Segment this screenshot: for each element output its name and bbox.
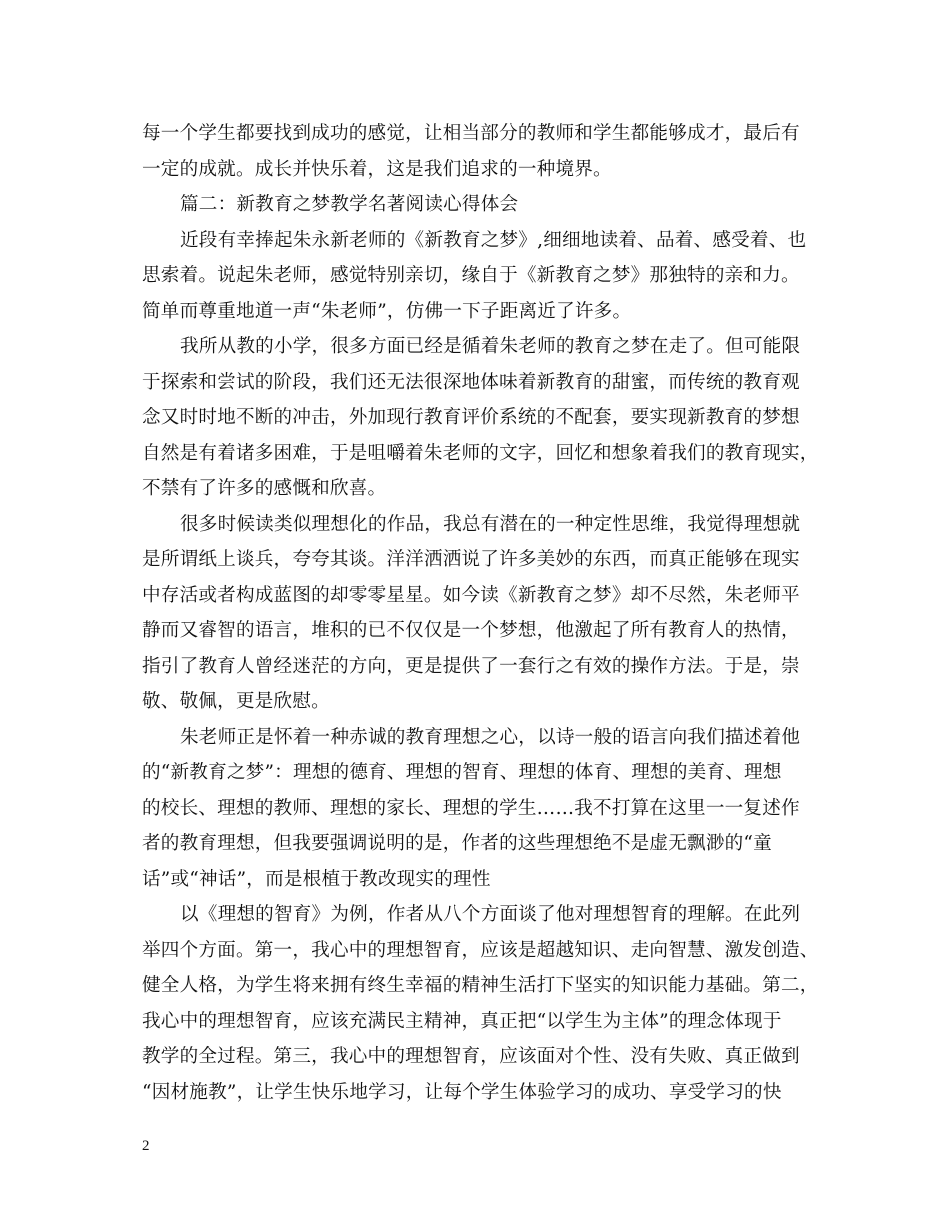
body-line: 中存活或者构成蓝图的却零零星星。如今读《新教育之梦》却不尽然，朱老师平 [142,584,800,606]
body-line: 近段有幸捧起朱永新老师的《新教育之梦》,细细地读着、品着、感受着、也 [180,229,807,251]
body-line: 健全人格，为学生将来拥有终生幸福的精神生活打下坚实的知识能力基础。第二， [142,975,819,996]
body-line: 于探索和尝试的阶段，我们还无法很深地体味着新教育的甜蜜，而传统的教育观 [142,371,800,393]
page-number: 2 [142,1138,150,1154]
body-line: 的校长、理想的教师、理想的家长、理想的学生……我不打算在这里一一复述作 [142,797,800,819]
section-heading: 篇二：新教育之梦教学名著阅读心得体会 [180,194,519,215]
body-line: 不禁有了许多的感慨和欣喜。 [142,478,387,499]
body-line: 每一个学生都要找到成功的感觉，让相当部分的教师和学生都能够成才，最后有 [142,123,800,144]
body-line: 思索着。说起朱老师，感觉特别亲切，缘自于《新教育之梦》那独特的亲和力。 [142,265,800,286]
document-body [142,116,822,1110]
body-line: 敬、敬佩，更是欣慰。 [142,691,330,712]
body-line: 念又时时地不断的冲击，外加现行教育评价系统的不配套，要实现新教育的梦想 [142,407,800,428]
body-line: 我心中的理想智育，应该充满民主精神，真正把“以学生为主体”的理念体现于 [142,1010,782,1032]
body-line: 举四个方面。第一，我心中的理想智育，应该是超越知识、走向智慧、激发创造、 [142,939,819,961]
body-line: 以《理想的智育》为例，作者从八个方面谈了他对理想智育的理解。在此列 [180,904,801,925]
body-line: 我所从教的小学，很多方面已经是循着朱老师的教育之梦在走了。但可能限 [180,336,801,357]
body-line: 一定的成就。成长并快乐着，这是我们追求的一种境界。 [142,158,612,180]
body-line: 朱老师正是怀着一种赤诚的教育理想之心，以诗一般的语言向我们描述着他 [180,726,801,748]
body-line: “因材施教”，让学生快乐地学习，让每个学生体验学习的成功、享受学习的快 [142,1081,782,1103]
body-line: 简单而尊重地道一声“朱老师”，仿佛一下子距离近了许多。 [142,300,632,322]
body-line: 的“新教育之梦”：理想的德育、理想的智育、理想的体育、理想的美育、理想 [142,762,782,783]
body-line: 指引了教育人曾经迷茫的方向，更是提供了一套行之有效的操作方法。于是，崇 [142,655,800,677]
body-line: 教学的全过程。第三，我心中的理想智育，应该面对个性、没有失败、真正做到 [142,1046,800,1067]
body-line: 静而又睿智的语言，堆积的已不仅仅是一个梦想，他激起了所有教育人的热情， [142,620,800,641]
body-line: 很多时候读类似理想化的作品，我总有潜在的一种定性思维，我觉得理想就 [180,513,801,535]
body-line: 者的教育理想，但我要强调说明的是，作者的这些理想绝不是虚无飘渺的“童 [142,833,772,854]
body-line: 自然是有着诸多困难，于是咀嚼着朱老师的文字，回忆和想象着我们的教育现实， [142,442,819,464]
body-line: 是所谓纸上谈兵，夸夸其谈。洋洋洒洒说了许多美妙的东西，而真正能够在现实 [142,549,800,570]
body-line: 话”或“神话”，而是根植于教改现实的理性 [142,868,491,890]
